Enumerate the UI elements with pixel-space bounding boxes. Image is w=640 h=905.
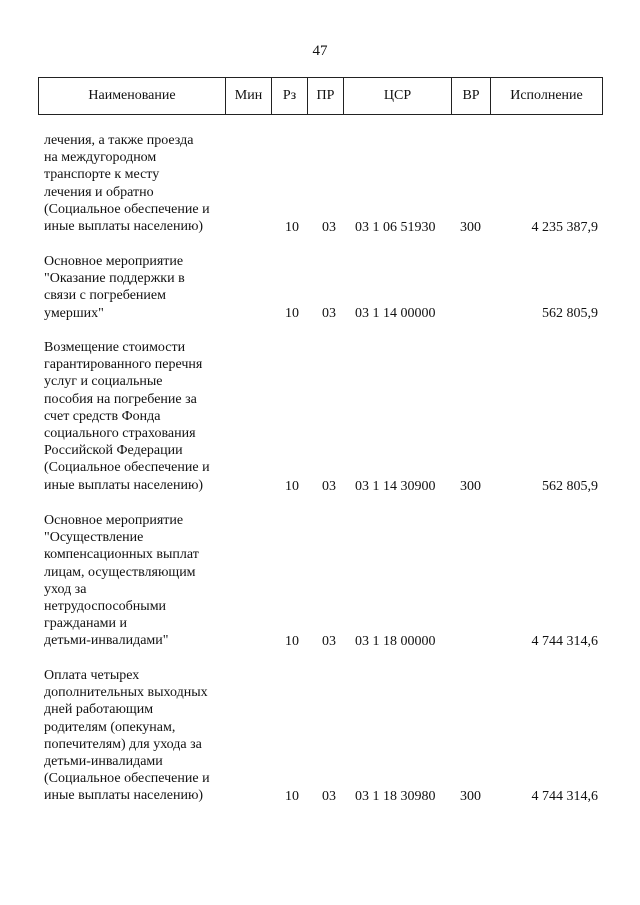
row-rz: 10 xyxy=(285,305,299,321)
header-name: Наименование xyxy=(39,78,226,114)
header-min: Мин xyxy=(226,78,272,114)
row-exec: 4 744 314,6 xyxy=(531,788,598,804)
row-pr: 03 xyxy=(322,219,336,235)
row-name: лечения, а также проезда на междугородном транспорте к месту лечения и обратно (Социальное обеспечение и иные выплаты населению) xyxy=(44,133,210,235)
row-csr: 03 1 18 30980 xyxy=(355,788,436,804)
table-header xyxy=(38,77,603,115)
header-exec: Исполнение xyxy=(510,88,583,103)
row-rz: 10 xyxy=(285,478,299,494)
row-pr: 03 xyxy=(322,478,336,494)
row-pr: 03 xyxy=(322,788,336,804)
table-row xyxy=(0,512,640,650)
row-exec: 562 805,9 xyxy=(542,478,598,494)
row-rz: 10 xyxy=(285,219,299,235)
header-csr: ЦСР xyxy=(344,78,452,114)
row-name: Основное мероприятие "Осуществление компенсационных выплат лицам, осуществляющим уход за нетрудоспособными гражданами и детьми-инвалидами" xyxy=(44,513,199,649)
page-number: 47 xyxy=(312,43,328,59)
table-row xyxy=(0,253,640,322)
header-pr: ПР xyxy=(308,78,344,114)
row-pr: 03 xyxy=(322,633,336,649)
row-rz: 10 xyxy=(285,633,299,649)
row-pr: 03 xyxy=(322,305,336,321)
table-row xyxy=(0,667,640,805)
table-row xyxy=(0,339,640,495)
row-vr: 300 xyxy=(460,788,481,804)
header-vr: ВР xyxy=(452,78,491,114)
row-csr: 03 1 14 30900 xyxy=(355,478,436,494)
row-exec: 562 805,9 xyxy=(542,305,598,321)
row-name: Основное мероприятие "Оказание поддержки в связи с погребением умерших" xyxy=(44,254,185,321)
row-csr: 03 1 06 51930 xyxy=(355,219,436,235)
row-vr: 300 xyxy=(460,219,481,235)
row-vr: 300 xyxy=(460,478,481,494)
row-rz: 10 xyxy=(285,788,299,804)
table-row xyxy=(0,132,640,236)
row-name: Возмещение стоимости гарантированного перечня услуг и социальные пособия на погребение за счет средств Фонда социального страхования Российской Федерации (Социальное обеспечение и иные выплаты населению) xyxy=(44,340,210,493)
row-exec: 4 744 314,6 xyxy=(531,633,598,649)
row-csr: 03 1 18 00000 xyxy=(355,633,436,649)
row-name: Оплата четырех дополнительных выходных дней работающим родителям (опекунам, попечителям) для ухода за детьми-инвалидами (Социальное обеспечение и иные выплаты населению) xyxy=(44,668,210,804)
row-csr: 03 1 14 00000 xyxy=(355,305,436,321)
row-exec: 4 235 387,9 xyxy=(531,219,598,235)
header-rz: Рз xyxy=(272,78,308,114)
